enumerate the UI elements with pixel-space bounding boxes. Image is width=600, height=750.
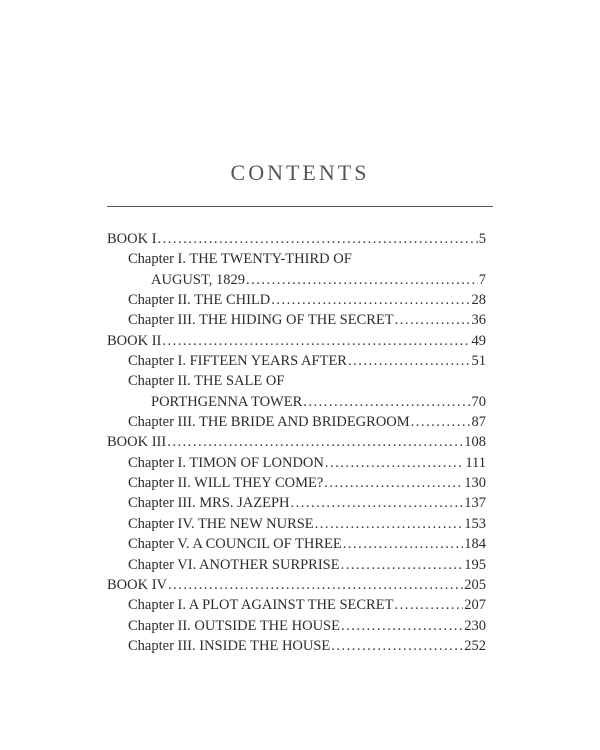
- dot-leader: [395, 310, 471, 330]
- toc-page-number: 230: [464, 617, 486, 634]
- toc-chapter-entry: [107, 555, 486, 575]
- toc-entry-label: BOOK I: [107, 231, 157, 247]
- toc-chapter-entry: [107, 514, 486, 534]
- toc-page-number: 207: [464, 597, 486, 614]
- dot-leader: [341, 616, 463, 636]
- toc-entry-label: Chapter III. THE HIDING OF THE SECRET: [128, 312, 394, 329]
- toc-entry-label: Chapter II. OUTSIDE THE HOUSE: [128, 617, 340, 634]
- toc-entry-label: Chapter VI. ANOTHER SURPRISE: [128, 556, 340, 573]
- dot-leader: [411, 412, 471, 432]
- dot-leader: [341, 555, 464, 575]
- toc-page-number: 184: [464, 536, 486, 553]
- toc-book-entry: [107, 331, 486, 351]
- toc-chapter-entry: [107, 473, 486, 493]
- toc-entry-label: Chapter II. WILL THEY COME?: [128, 475, 324, 492]
- toc-page-number: 28: [471, 292, 486, 309]
- toc-entry-label: Chapter I. FIFTEEN YEARS AFTER: [128, 353, 347, 370]
- toc-entry-label: BOOK II: [107, 332, 162, 349]
- toc-chapter-entry: [107, 371, 486, 391]
- toc-page-number: 111: [465, 454, 486, 471]
- toc-chapter-entry: [107, 534, 486, 554]
- toc-entry-label: Chapter III. THE BRIDE AND BRIDEGROOM: [128, 414, 410, 431]
- dot-leader: [303, 392, 470, 412]
- toc-page-number: 51: [471, 353, 486, 370]
- toc-chapter-entry: [107, 636, 486, 656]
- toc-entry-label: Chapter V. A COUNCIL OF THREE: [128, 536, 342, 553]
- dot-leader: [246, 270, 478, 290]
- toc-page-number: 130: [464, 475, 486, 492]
- toc-entry-label: AUGUST, 1829: [151, 271, 245, 288]
- toc-page-number: 36: [471, 312, 486, 329]
- toc-page-number: 108: [464, 434, 486, 451]
- toc-entry-label: PORTHGENNA TOWER: [151, 393, 303, 410]
- table-of-contents: [107, 229, 486, 656]
- dot-leader: [271, 290, 470, 310]
- toc-entry-label: BOOK III: [107, 434, 167, 451]
- toc-entry-label: Chapter III. MRS. JAZEPH: [128, 495, 290, 512]
- toc-page-number: 195: [464, 556, 486, 573]
- toc-entry-label: Chapter III. INSIDE THE HOUSE: [128, 637, 331, 654]
- toc-book-entry: [107, 432, 486, 452]
- dot-leader: [324, 473, 463, 493]
- toc-entry-label: Chapter I. THE TWENTY-THIRD OF: [128, 251, 352, 268]
- toc-entry-label: Chapter I. A PLOT AGAINST THE SECRET: [128, 597, 394, 614]
- toc-chapter-entry: [107, 290, 486, 310]
- toc-book-entry: [107, 229, 486, 249]
- toc-page-number: 7: [478, 271, 486, 288]
- dot-leader: [158, 229, 478, 249]
- toc-chapter-entry: [107, 493, 486, 513]
- dot-leader: [325, 453, 464, 473]
- title-rule: [107, 206, 493, 207]
- toc-chapter-entry: [107, 392, 486, 412]
- toc-page-number: 153: [464, 515, 486, 532]
- toc-chapter-entry: [107, 249, 486, 269]
- toc-entry-label: BOOK IV: [107, 576, 168, 593]
- toc-chapter-entry: [107, 412, 486, 432]
- toc-page-number: 5: [478, 231, 486, 247]
- toc-page-number: 252: [464, 637, 486, 654]
- toc-chapter-entry: [107, 453, 486, 473]
- dot-leader: [394, 595, 463, 615]
- dot-leader: [348, 351, 471, 371]
- toc-entry-label: Chapter I. TIMON OF LONDON: [128, 454, 324, 471]
- toc-chapter-entry: [107, 351, 486, 371]
- dot-leader: [167, 432, 463, 452]
- dot-leader: [162, 331, 470, 351]
- toc-book-entry: [107, 575, 486, 595]
- toc-chapter-entry: [107, 310, 486, 330]
- dot-leader: [331, 636, 463, 656]
- dot-leader: [291, 493, 464, 513]
- toc-chapter-entry: [107, 595, 486, 615]
- dot-leader: [168, 575, 463, 595]
- dot-leader: [343, 534, 463, 554]
- toc-page-number: 137: [464, 495, 486, 512]
- dot-leader: [315, 514, 464, 534]
- page-title: CONTENTS: [230, 160, 370, 185]
- toc-entry-label: Chapter II. THE CHILD: [128, 292, 271, 309]
- toc-entry-label: Chapter II. THE SALE OF: [128, 373, 285, 390]
- toc-chapter-entry: [107, 270, 486, 290]
- toc-chapter-entry: [107, 616, 486, 636]
- toc-page-number: 70: [471, 393, 486, 410]
- toc-entry-label: Chapter IV. THE NEW NURSE: [128, 515, 314, 532]
- toc-page-number: 49: [471, 332, 486, 349]
- toc-page-number: 87: [471, 414, 486, 431]
- toc-page-number: 205: [464, 576, 486, 593]
